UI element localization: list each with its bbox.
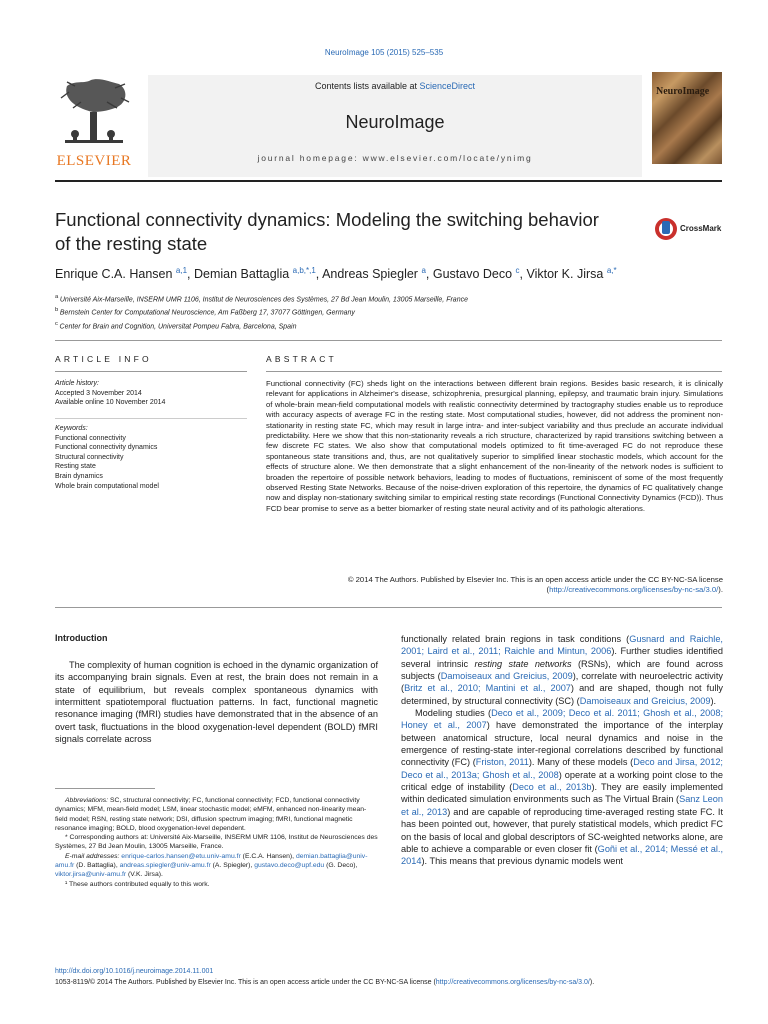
- affiliations: [55, 292, 735, 332]
- intro-paragraph: Modeling studies (Deco et al., 2009; Deco et al. 2011; Ghosh et al., 2008; Honey et al., 2007) have demonstrated the importance of the interplay between anatomical structure, local neural dynamics and noise in the emergence of resting-state inter-regional correlations described by functional connectivity (FC) (Friston, 2011). Many of these models (Deco and Jirsa, 2012; Deco et al., 2013a; Ghosh et al., 2008) operate at a working point close to the critical edge of instability (Deco et al., 2013b). They are easily implemented within dedicated simulation environments such as The Virtual Brain (Sanz Leon et al., 2013) and are capable of reproducing time-averaged resting state FC. It has been pointed out, however, that purely statistical models, which predict FC on the basis of local and global descriptors of SC-weighted networks alone, are able to achieve a comparable or even closer fit (Goñi et al., 2014; Messé et al., 2014). This means that previous dynamic models went: [401, 708, 724, 867]
- journal-name: NeuroImage: [345, 112, 445, 132]
- citation-link[interactable]: Sanz Leon et al., 2013: [401, 794, 724, 817]
- abstract-text: Functional connectivity (FC) sheds light on the interactions between different brain regions. Besides basic research, it is clinically relevant for applications in Alzheimer's disease, schizophrenia, presurgical planning, epilepsy, and traumatic brain injury. Simulations of whole-brain mean-field computational models with realistic connectivity determined by tractography studies enable us to reproduce with accuracy aspects of average FC in the resting state. Most computational studies, however, did not address the prominent non-stationarity in resting state FC, which may result in large intra- and inter-subject variability and thus preclude an accurate individual predictability. Here we show that this non-stationarity reveals a rich structure, characterized by rapid transitions switching between a few discrete FC states. We also show that computational models optimized to fit time-averaged FC do not reproduce these spontaneous state transitions and, thus, are not qualitatively superior to simplified linear stochastic models, which account for the effects of structure alone. We then demonstrate that a slight enhancement of the non-linearity of the network nodes is sufficient to broaden the repertoire of possible network behaviors, leading to modes of fluctuations, reminiscent of some of the most frequently observed Resting State Networks. Because of the noise-driven exploration of this repertoire, the dynamics of FC qualitatively change now and display non-stationary switching similar to empirical resting state recordings (Functional Connectivity Dynamics (FCD)). Thus FCD bear promise to serve as a better biomarker of resting state neural activity and of its pathologic alterations.: [266, 379, 723, 513]
- email-footnote: E-mail addresses: enrique-carlos.hansen@etu.univ-amu.fr (E.C.A. Hansen), demian.battaglia@univ-amu.fr (D. Battaglia), andreas.spiegler@univ-amu.fr (A. Spiegler), gustavo.deco@upf.edu (G. Deco), viktor.jirsa@univ-amu.fr (V.K. Jirsa).: [55, 852, 368, 879]
- accepted-date: Accepted 3 November 2014: [55, 389, 142, 397]
- keyword-item: Brain dynamics: [55, 472, 103, 480]
- elsevier-tree-icon: [55, 78, 133, 152]
- doi-link[interactable]: http://dx.doi.org/10.1016/j.neuroimage.2014.11.001: [55, 968, 214, 975]
- affiliation-item: $^c$ Center for Brain and Cognition, Universitat Pompeu Fabra, Barcelona, Spain: [55, 320, 297, 330]
- article-info-heading: ARTICLE INFO: [55, 354, 152, 364]
- email-link[interactable]: andreas.spiegler@univ-amu.fr: [119, 862, 211, 870]
- elsevier-wordmark: ELSEVIER: [56, 153, 132, 169]
- author-affiliation-marker[interactable]: a: [421, 266, 426, 275]
- crossmark-icon: [654, 214, 678, 244]
- license-link[interactable]: http://creativecommons.org/licenses/by-nc-sa/3.0/: [435, 979, 590, 986]
- email-link[interactable]: demian.battaglia@univ-amu.fr: [55, 852, 368, 870]
- author-name[interactable]: Enrique C.A. Hansen: [55, 267, 176, 282]
- license-link-line: (http://creativecommons.org/licenses/by-nc-sa/3.0/).: [546, 585, 723, 595]
- keyword-item: Functional connectivity: [55, 434, 126, 442]
- citation-link[interactable]: Deco et al., 2009; Deco et al. 2011; Ghosh et al., 2008; Honey et al., 2007: [401, 708, 723, 731]
- abstract-license: [266, 575, 723, 596]
- keyword-item: Functional connectivity dynamics: [55, 444, 158, 452]
- license-link[interactable]: http://creativecommons.org/licenses/by-nc-sa/3.0/: [549, 585, 719, 595]
- author-name[interactable]: Gustavo Deco: [432, 267, 516, 282]
- article-history: [55, 379, 247, 408]
- author-affiliation-marker[interactable]: c: [515, 266, 520, 275]
- intro-paragraph: functionally related brain regions in task conditions (Gusnard and Raichle, 2001; Laird et al., 2011; Raichle and Mintun, 2006). Further studies identified several intrinsic resting state networks (RSNs), which are found across subjects (Damoiseaux and Greicius, 2009), correlate with neuroelectric activity (Britz et al., 2010; Mantini et al., 2007) and are shaped, though not fully determined, by structural connectivity (SC) (Damoiseaux and Greicius, 2009).: [401, 634, 723, 706]
- copyright-line: 1053-8119/© 2014 The Authors. Published by Elsevier Inc. This is an open access article under the CC BY-NC-SA license (http://creativecommons.org/licenses/by-nc-sa/3.0/).: [55, 979, 595, 986]
- contents-line: [148, 81, 642, 91]
- author-name[interactable]: Demian Battaglia: [193, 267, 293, 282]
- author-affiliation-marker[interactable]: a,*: [606, 266, 617, 275]
- citation-link[interactable]: Deco et al., 2013b: [512, 782, 592, 793]
- citation-link[interactable]: Britz et al., 2010; Mantini et al., 2007: [404, 683, 571, 694]
- author-affiliation-marker[interactable]: a,1: [175, 266, 188, 275]
- citation-link[interactable]: Gusnard and Raichle, 2001; Laird et al., 2011; Raichle and Mintun, 2006: [401, 634, 723, 657]
- abstract-bottom-divider: [55, 607, 722, 608]
- header-divider: [55, 180, 722, 182]
- author-name[interactable]: Andreas Spiegler: [322, 267, 422, 282]
- cover-title: NeuroImage: [656, 86, 710, 97]
- keywords-label: Keywords:: [55, 425, 88, 432]
- email-link[interactable]: gustavo.deco@upf.edu: [254, 862, 325, 870]
- email-link[interactable]: enrique-carlos.hansen@etu.univ-amu.fr: [121, 852, 241, 860]
- intro-right-column: [401, 633, 723, 868]
- footnote-divider: [55, 788, 155, 789]
- online-date: Available online 10 November 2014: [55, 399, 166, 406]
- corresponding-footnote: * Corresponding authors at: Université Aix-Marseille, INSERM UMR 1106, Institut de Neurosciences des Systèmes, 27 Bd Jean Moulin, 13005 Marseille, France.: [55, 834, 378, 851]
- elsevier-logo[interactable]: [55, 78, 133, 170]
- footnotes: [55, 796, 378, 889]
- author-name[interactable]: Viktor K. Jirsa: [526, 267, 607, 282]
- affiliation-item: $^a$ Université Aix-Marseille, INSERM UMR 1106, Institut de Neurosciences des Systèmes, 27 Bd Jean Moulin, 13005 Marseille, France: [55, 294, 468, 304]
- affiliation-item: $^b$ Bernstein Center for Computational Neuroscience, Am Faßberg 17, 37077 Göttingen, Germany: [55, 307, 355, 317]
- journal-header-box: [148, 75, 642, 177]
- paper-title: Functional connectivity dynamics: Modeling the switching behavior of the resting state: [55, 209, 599, 254]
- intro-paragraph: The complexity of human cognition is echoed in the dynamic organization of its accompanying brain signals. Even at rest, the brain does not remain in a state of equilibrium, but reveals complex spontaneous dynamics with intermittent spatiotemporal fluctuation patterns. In fact, functional magnetic resonance imaging (fMRI) studies have demonstrated that in the absence of an overt task, fluctuations in the blood oxygenation-level dependent (BOLD) fMRI signals correlate across: [55, 660, 378, 745]
- article-info-divider: [55, 371, 247, 372]
- journal-citation[interactable]: NeuroImage 105 (2015) 525–535: [324, 48, 444, 57]
- citation-link[interactable]: Damoiseaux and Greicius, 2009: [579, 695, 711, 706]
- abstract-heading: ABSTRACT: [266, 354, 337, 364]
- crossmark-label: CrossMark: [680, 224, 722, 233]
- abbreviations-footnote: Abbreviations: SC, structural connectivity; FC, functional connectivity; FCD, functional connectivity dynamics; MFM, mean-field model; LSM, linear stochastic model; eMFM, enhanced non-linearity mean-field model; RSN, resting state network; DSI, diffusion spectrum imaging; fMRI, functional magnetic resonance imaging; BOLD, blood oxygenation-level dependent.: [55, 797, 367, 832]
- citation-link[interactable]: Deco and Jirsa, 2012; Deco et al., 2013a; Ghosh et al., 2008: [401, 757, 723, 780]
- history-label: Article history:: [55, 380, 99, 387]
- email-link[interactable]: viktor.jirsa@univ-amu.fr: [55, 871, 127, 879]
- citation-link[interactable]: Goñi et al., 2014; Messé et al., 2014: [401, 843, 723, 867]
- abstract-divider: [266, 371, 722, 372]
- keyword-item: Whole brain computational model: [55, 482, 159, 490]
- license-line: © 2014 The Authors. Published by Elsevier Inc. This is an open access article under the CC BY-NC-SA license: [347, 575, 723, 584]
- keyword-item: Structural connectivity: [55, 453, 124, 461]
- citation-link[interactable]: Friston, 2011: [475, 757, 529, 768]
- journal-cover-image[interactable]: [652, 72, 722, 164]
- history-divider: [55, 418, 247, 419]
- author-affiliation-marker[interactable]: a,b,*,1: [292, 266, 316, 275]
- author-list: Enrique C.A. Hansen $^{a,1}$, Demian Battaglia $^{a,b,*,1}$, Andreas Spiegler $^a$, Gustavo Deco $^c$, Viktor K. Jirsa $^{a,*}$: [55, 266, 617, 282]
- sciencedirect-link[interactable]: ScienceDirect: [419, 81, 476, 91]
- keyword-item: Resting state: [55, 463, 96, 471]
- affiliation-divider: [55, 340, 722, 341]
- equal-contribution-footnote: ¹ These authors contributed equally to this work.: [65, 880, 210, 888]
- contents-prefix: Contents lists available at: [314, 81, 420, 91]
- intro-left-column: [55, 659, 378, 745]
- crossmark-badge[interactable]: [654, 214, 734, 244]
- introduction-heading: Introduction: [55, 633, 108, 643]
- journal-homepage[interactable]: journal homepage: www.elsevier.com/locate/ynimg: [257, 153, 533, 163]
- citation-link[interactable]: Damoiseaux and Greicius, 2009: [440, 671, 573, 682]
- keywords-block: [55, 424, 247, 491]
